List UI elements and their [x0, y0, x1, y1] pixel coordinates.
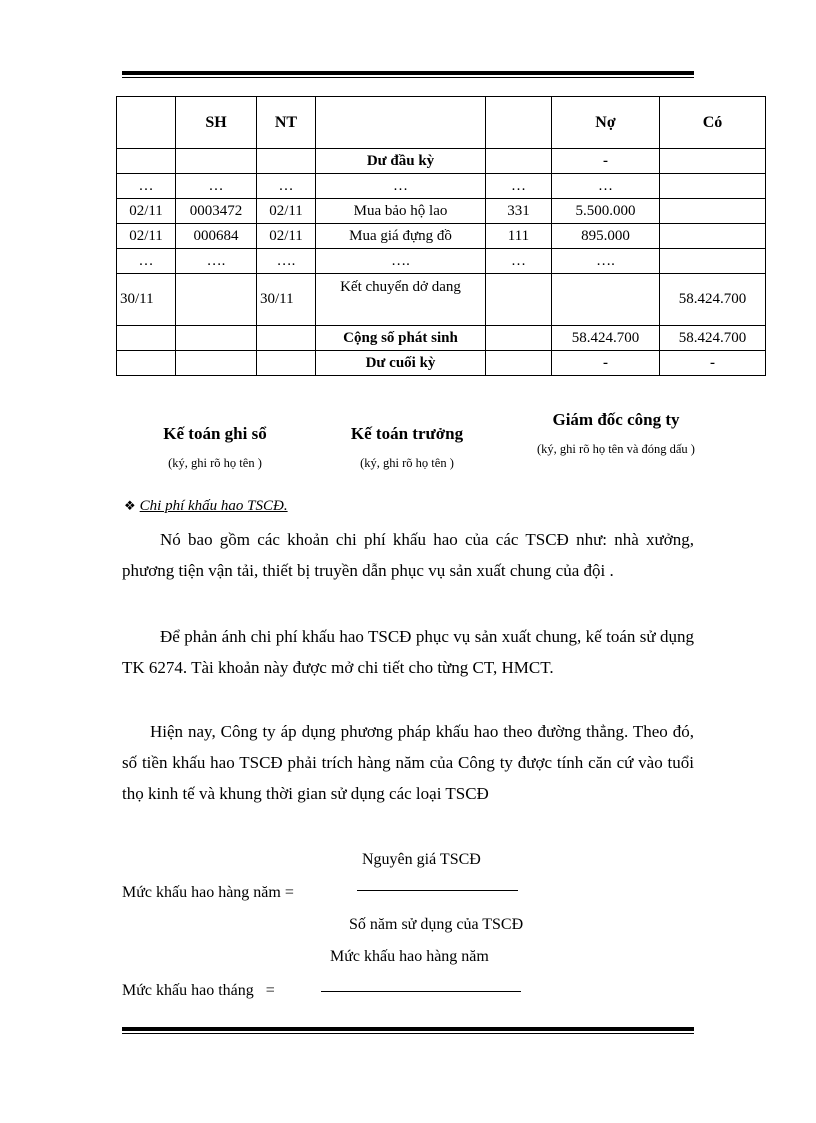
paragraph-2: Để phản ánh chi phí khấu hao TSCĐ phục vụ sản xuất chung, kế toán sử dụng TK 6274. Tài khoản này được mở chi tiết cho từng CT, HMCT.	[122, 627, 694, 677]
table-cell	[257, 351, 316, 376]
signature-director	[508, 410, 724, 459]
table-cell: …	[257, 174, 316, 199]
table-row	[117, 149, 766, 174]
table-cell: Cộng số phát sinh	[316, 326, 486, 351]
table-row	[117, 224, 766, 249]
header-cell-no: Nợ	[552, 97, 660, 149]
table-cell: 58.424.700	[552, 326, 660, 351]
table-cell	[660, 199, 766, 224]
table-cell: 02/11	[257, 224, 316, 249]
table-cell: Dư cuối kỳ	[316, 351, 486, 376]
table-cell: 58.424.700	[660, 274, 766, 326]
table-cell	[176, 326, 257, 351]
table-cell: …	[117, 174, 176, 199]
table-cell: 111	[486, 224, 552, 249]
table-cell: ….	[176, 249, 257, 274]
table-cell: 895.000	[552, 224, 660, 249]
annual-denominator: Số năm sử dụng của TSCĐ	[349, 916, 524, 933]
table-cell	[117, 351, 176, 376]
table-cell: 30/11	[117, 274, 176, 326]
table-cell	[176, 351, 257, 376]
monthly-numerator: Mức khấu hao hàng năm	[330, 948, 489, 965]
section-heading	[124, 498, 288, 515]
table-cell	[660, 174, 766, 199]
table-cell: 000684	[176, 224, 257, 249]
signature-note: (ký, ghi rõ họ tên )	[360, 456, 454, 470]
table-cell: …	[316, 174, 486, 199]
table-cell: 0003472	[176, 199, 257, 224]
table-cell	[552, 274, 660, 326]
table-cell	[176, 274, 257, 326]
header-rule	[122, 71, 694, 78]
paragraph-3: Hiện nay, Công ty áp dụng phương pháp khấu hao theo đường thẳng. Theo đó, số tiền khấu hao TSCĐ phải trích hàng năm của Công ty được tính căn cứ vào tuổi thọ kinh tế và khung thời gian sử dụng các loại TSCĐ	[122, 722, 694, 803]
table-cell: -	[552, 149, 660, 174]
signature-title: Kế toán trưởng	[350, 424, 464, 443]
table-cell: ….	[316, 249, 486, 274]
annual-numerator: Nguyên giá TSCĐ	[362, 851, 481, 868]
header-cell-nt: NT	[257, 97, 316, 149]
table-row	[117, 274, 766, 326]
table-cell: …	[117, 249, 176, 274]
section-heading-text: Chi phí khấu hao TSCĐ.	[139, 498, 288, 514]
table-cell: 02/11	[257, 199, 316, 224]
table-cell: 30/11	[257, 274, 316, 326]
table-cell: 331	[486, 199, 552, 224]
table-cell: 5.500.000	[552, 199, 660, 224]
table-cell: -	[660, 351, 766, 376]
header-cell	[486, 97, 552, 149]
table-row	[117, 249, 766, 274]
ledger-table	[116, 96, 766, 376]
table-cell: …	[486, 249, 552, 274]
table-row	[117, 199, 766, 224]
table-row	[117, 351, 766, 376]
table-cell-wrapped	[316, 274, 486, 326]
table-cell	[486, 326, 552, 351]
monthly-label: Mức khấu hao tháng =	[122, 982, 275, 999]
paragraph-1: Nó bao gồm các khoản chi phí khấu hao của các TSCĐ như: nhà xưởng, phương tiện vận tải, thiết bị truyền dẫn phục vụ sản xuất chung của đội .	[122, 530, 694, 580]
table-cell	[117, 149, 176, 174]
diamond-bullet-icon: ❖	[124, 498, 136, 513]
table-cell	[486, 351, 552, 376]
table-cell: Dư đầu kỳ	[316, 149, 486, 174]
table-cell	[660, 249, 766, 274]
footer-rule	[122, 1027, 694, 1034]
annual-label: Mức khấu hao hàng năm =	[122, 884, 294, 901]
signature-accountant	[130, 424, 300, 473]
table-cell	[117, 326, 176, 351]
header-cell	[117, 97, 176, 149]
table-cell: …	[486, 174, 552, 199]
table-row	[117, 326, 766, 351]
table-header-row	[117, 97, 766, 149]
table-cell	[486, 149, 552, 174]
table-cell	[257, 149, 316, 174]
table-cell: ….	[257, 249, 316, 274]
table-cell	[660, 149, 766, 174]
table-cell: Mua giá đựng đồ	[316, 224, 486, 249]
signature-chief	[322, 424, 492, 473]
signature-note: (ký, ghi rõ họ tên )	[168, 456, 262, 470]
table-cell	[257, 326, 316, 351]
table-cell: 02/11	[117, 224, 176, 249]
annual-fraction-line	[357, 890, 518, 891]
signature-note: (ký, ghi rõ họ tên và đóng dấu )	[537, 442, 695, 456]
table-cell	[176, 149, 257, 174]
header-cell-sh: SH	[176, 97, 257, 149]
table-cell: 02/11	[117, 199, 176, 224]
table-row	[117, 174, 766, 199]
wrapped-text: Kết chuyển dở dang	[340, 279, 461, 295]
table-cell: ….	[552, 249, 660, 274]
signature-title: Giám đốc công ty	[552, 410, 680, 429]
signature-title: Kế toán ghi sổ	[163, 424, 267, 443]
monthly-fraction-line	[321, 991, 521, 992]
header-cell-co: Có	[660, 97, 766, 149]
table-cell: …	[176, 174, 257, 199]
table-cell	[660, 224, 766, 249]
table-cell: Mua bảo hộ lao	[316, 199, 486, 224]
table-cell: -	[552, 351, 660, 376]
table-cell: 58.424.700	[660, 326, 766, 351]
table-cell	[486, 274, 552, 326]
table-cell: …	[552, 174, 660, 199]
header-cell	[316, 97, 486, 149]
